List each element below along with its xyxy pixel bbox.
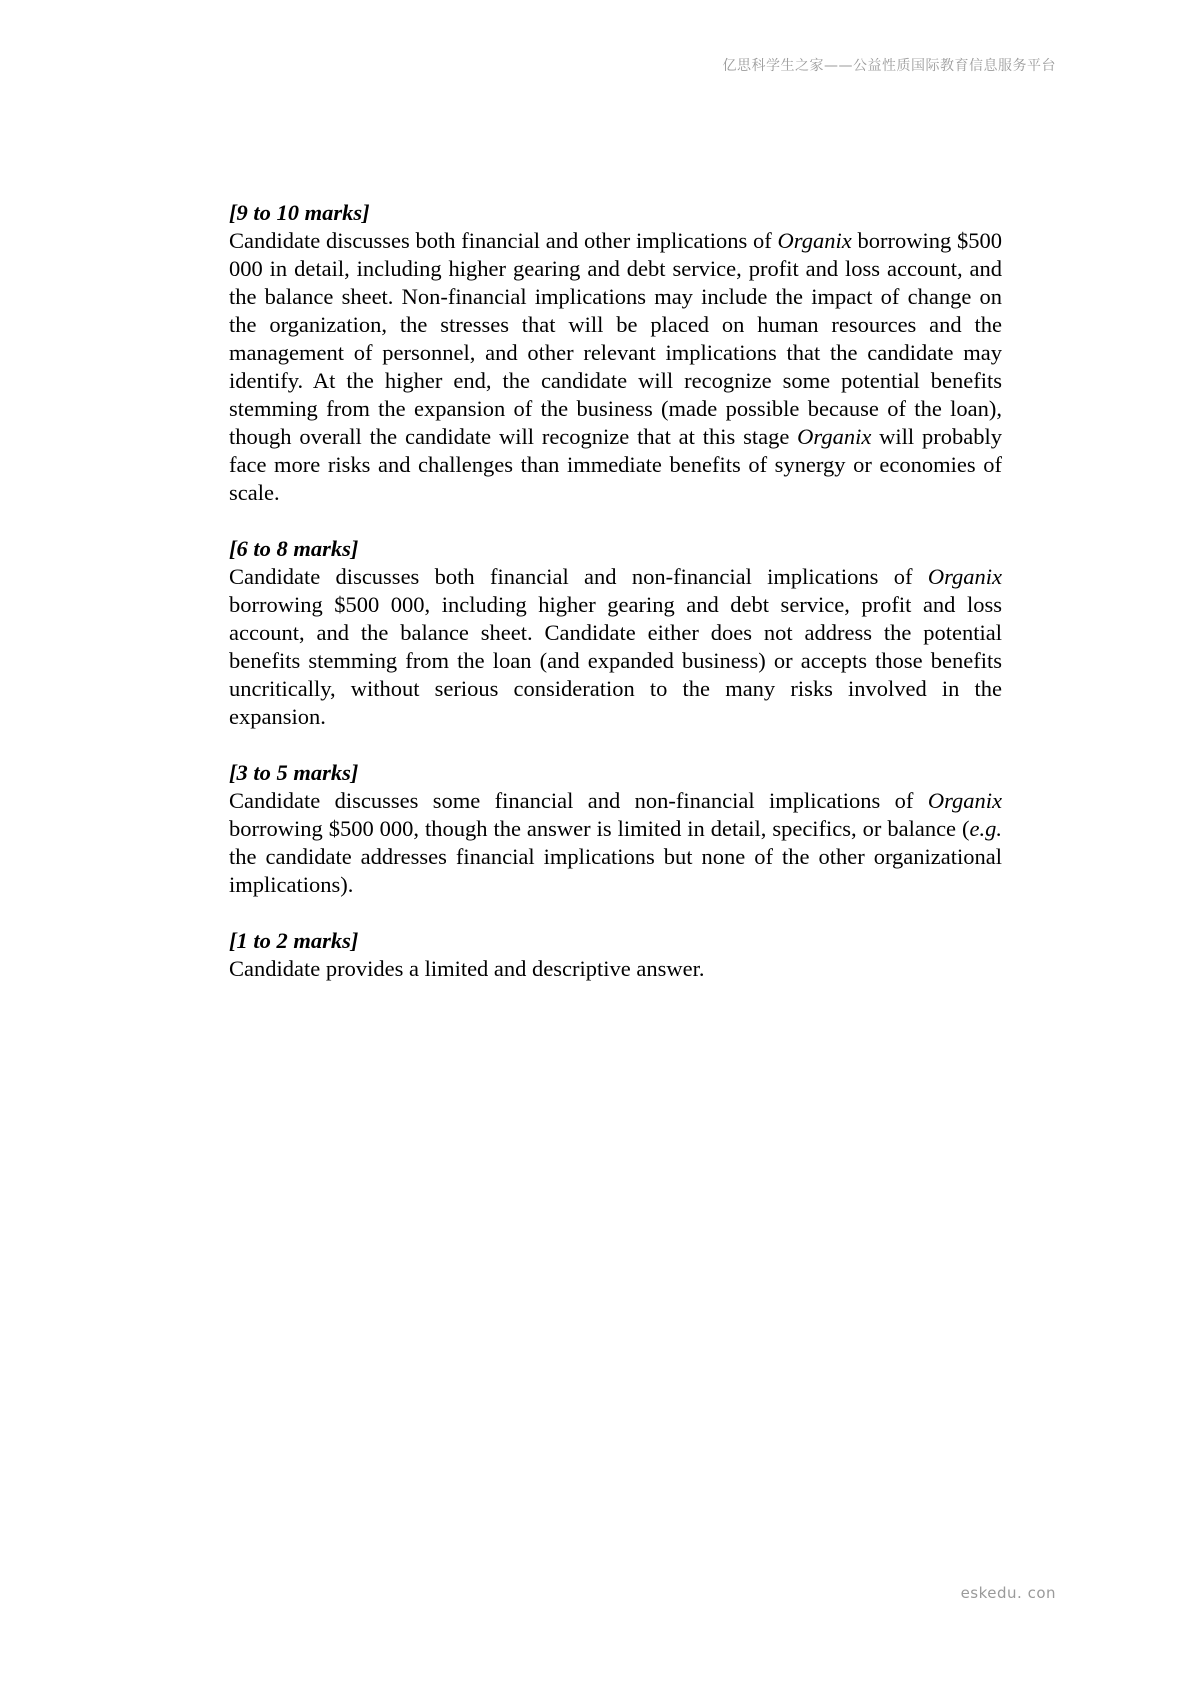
markband-3-5 xyxy=(229,759,1002,899)
markband-heading: [6 to 8 marks] xyxy=(229,536,359,561)
company-name: Organix xyxy=(927,564,1002,589)
footer-watermark: eskedu. con xyxy=(960,1584,1056,1602)
text-run: borrowing $500 000 in detail, including higher gearing and debt service, profit and loss account, and the balance sheet. Non-financial implications may include the impact of change on the organization, the stresses that will be placed on human resources and the management of personnel, and other relevant implications that the candidate may identify. At the higher end, the candidate will recognize some potential benefits stemming from the expansion of the business (made possible because of the loan), though overall the candidate will recognize that at this stage xyxy=(229,228,1002,449)
text-run: borrowing $500 000, including higher gearing and debt service, profit and loss account, and the balance sheet. Candidate either does not address the potential benefits stemming from the loan (and expanded business) or accepts those benefits uncritically, without serious consideration to the many risks involved in the expansion. xyxy=(229,592,1002,729)
text-run: Candidate discusses some financial and non-financial implications of xyxy=(229,788,928,813)
text-run: Candidate provides a limited and descriptive answer. xyxy=(229,956,705,981)
abbreviation: e.g. xyxy=(969,816,1002,841)
markband-6-8 xyxy=(229,535,1002,731)
text-run: Candidate discusses both financial and other implications of xyxy=(229,228,778,253)
text-run: the candidate addresses financial implications but none of the other organizational implications). xyxy=(229,844,1002,897)
text-run: borrowing $500 000, though the answer is limited in detail, specifics, or balance ( xyxy=(229,816,970,841)
markband-description xyxy=(229,227,1002,507)
markband-heading: [3 to 5 marks] xyxy=(229,760,359,785)
company-name: Organix xyxy=(927,788,1002,813)
markband-description xyxy=(229,787,1002,899)
company-name: Organix xyxy=(797,424,872,449)
markband-heading: [1 to 2 marks] xyxy=(229,928,359,953)
text-run: Candidate discusses both financial and non-financial implications of xyxy=(229,564,928,589)
markband-description xyxy=(229,955,1002,983)
text-run: will probably face more risks and challenges than immediate benefits of synergy or economies of scale. xyxy=(229,424,1002,505)
header-watermark: 亿思科学生之家——公益性质国际教育信息服务平台 xyxy=(722,58,1056,74)
company-name: Organix xyxy=(777,228,852,253)
markband-heading: [9 to 10 marks] xyxy=(229,200,370,225)
markscheme-content xyxy=(229,199,1002,1011)
markband-description xyxy=(229,563,1002,731)
markband-9-10 xyxy=(229,199,1002,507)
markband-1-2 xyxy=(229,927,1002,983)
